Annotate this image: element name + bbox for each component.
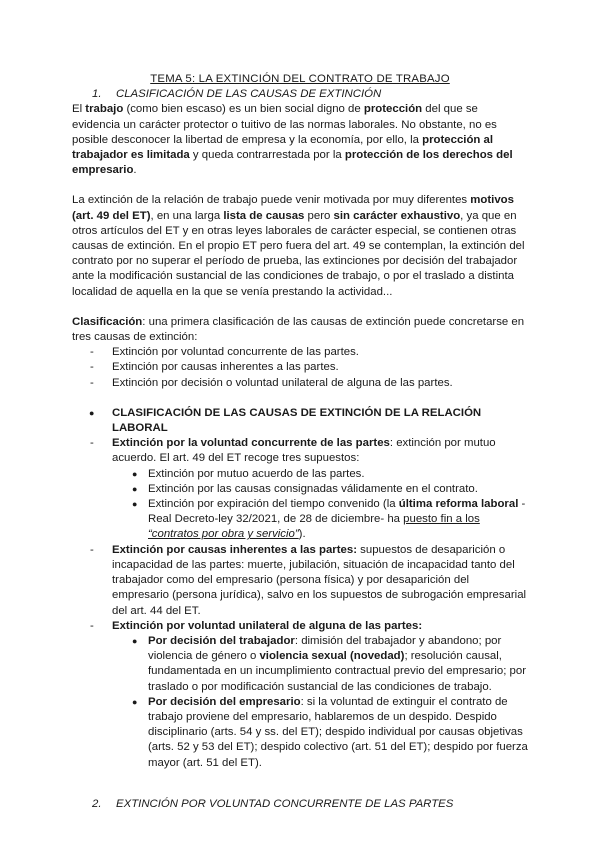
section-number: 2.: [92, 797, 102, 810]
text-run: del que se evidencia un carácter protector o tuitivo de las normas laborales. No obstante, no es posible desconocer la libertad de empresa y la economía, por ello, la: [72, 103, 497, 146]
text-run: supuestos de desaparición o incapacidad de las partes: muerte, jubilación, situación de incapacidad tanto del trabajador como del empresario (persona física) y por desaparición del empresario (persona jurídica), salvo en los supuestos de subrogación empresarial del art. 44 del ET.: [112, 543, 527, 617]
section-label: EXTINCIÓN POR VOLUNTAD CONCURRENTE DE LAS PARTES: [116, 797, 454, 810]
bold-run: Extinción por voluntad unilateral de alguna de las partes:: [112, 619, 423, 632]
bullet-item-employer: [72, 695, 528, 771]
causes-list: [72, 436, 528, 770]
bold-run: protección al trabajador es limitada: [72, 133, 494, 162]
text-run: (como bien escaso) es un bien social digno de: [123, 103, 364, 116]
bold-run: Por decisión del empresario: [148, 695, 301, 708]
bold-run: lista de causas: [223, 209, 305, 222]
bold-run: Extinción por causas inherentes a las partes:: [112, 543, 357, 556]
bold-run: Por decisión del trabajador: [148, 634, 295, 647]
bold-run: Clasificación: [72, 315, 143, 328]
list-item: - Extinción por voluntad concurrente de las partes.: [72, 345, 528, 360]
text-run: Extinción por expiración del tiempo convenido (la: [148, 498, 399, 511]
text-run: : una primera clasificación de las causas de extinción puede concretarse en tres causas de extinción:: [72, 315, 525, 344]
sub-bullets: [72, 634, 528, 771]
list-item-unilateral-will: [72, 619, 528, 771]
text-run: : si la voluntad de extinguir el contrato de trabajo proviene del empresario, hablaremos de un despido. Despido disciplinario (arts. 54 y ss. del ET); despido individual por causas objetivas (arts. 52 y 53 del ET); despido colectivo (art. 51 del ET); despido por fuerza mayor (art. 51 del ET).: [148, 695, 528, 769]
classification-list: [72, 345, 528, 391]
bold-run: protección: [363, 103, 423, 116]
list-item-inherent-causes: [72, 543, 528, 619]
text-run: , ya que en otros artículos del ET y en otras leyes laborales de carácter especial, se contienen otras causas de extinción. En el propio ET pero fuera del art. 49 se contemplan, la extinción del contrato por no superar el período de prueba, las extinciones por decisión del trabajador ante la modificación sustancial de las condiciones de trabajo, o por el traslado a distinta localidad de aquella en la que se venía prestando la actividad...: [72, 209, 525, 298]
text-run: .: [133, 164, 137, 177]
bold-run: violencia sexual (novedad): [259, 650, 405, 663]
text-run: El: [72, 103, 86, 116]
bold-run: motivos (art. 49 del ET): [72, 194, 514, 222]
section-heading-1: [72, 87, 528, 102]
section-number: 1.: [92, 88, 102, 101]
bullet-item: ● Extinción por las causas consignadas válidamente en el contrato.: [72, 482, 528, 497]
text-run: -Real Decreto-ley 32/2021, de 28 de diciembre- ha: [148, 498, 526, 526]
text-run: , en una larga: [150, 209, 224, 222]
text-run: ; resolución causal, fundamentada en un incumplimiento contractual previo del empresario; por traslado o por modificación sustancial de las condiciones de trabajo.: [148, 650, 527, 693]
spacer: [72, 300, 528, 315]
text-run: y queda contrarrestada por la: [189, 149, 345, 162]
bold-run: última reforma laboral: [398, 498, 519, 511]
paragraph-classification: [72, 315, 528, 345]
bullet-item: [72, 497, 528, 543]
sub-bullets: [72, 467, 528, 543]
text-run: La extinción de la relación de trabajo puede venir motivada por muy diferentes: [72, 194, 471, 207]
bullet-item-worker: [72, 634, 528, 695]
bold-run: Extinción por la voluntad concurrente de las partes: [112, 437, 390, 450]
underlined-italic-run: “contratos por obra y servicio”: [148, 528, 299, 541]
bold-run: sin carácter exhaustivo: [333, 209, 461, 222]
text-run: pero: [304, 209, 334, 222]
list-item-concurrent-will: [72, 436, 528, 542]
document-title: TEMA 5: LA EXTINCIÓN DEL CONTRATO DE TRABAJO: [150, 73, 450, 85]
section-label: CLASIFICACIÓN DE LAS CAUSAS DE EXTINCIÓN: [116, 88, 382, 101]
spacer: [72, 391, 528, 406]
paragraph-protection: [72, 102, 528, 178]
underlined-run: puesto fin a los: [403, 513, 480, 526]
text-run: : dimisión del trabajador y abandono; por violencia de género o: [148, 634, 502, 663]
section-heading-bullet: ● CLASIFICACIÓN DE LAS CAUSAS DE EXTINCIÓN DE LA RELACIÓN LABORAL: [72, 406, 528, 436]
spacer: [72, 178, 528, 193]
document-page: [72, 72, 528, 812]
bold-run: trabajo: [85, 103, 124, 116]
bold-run: protección de los derechos del empresario: [72, 149, 513, 177]
section-heading-2: [72, 797, 528, 812]
list-item: - Extinción por causas inherentes a las partes.: [72, 360, 528, 375]
text-run: : extinción por mutuo acuerdo. El art. 49 del ET recoge tres supuestos:: [112, 437, 496, 465]
bullet-item: ● Extinción por mutuo acuerdo de las partes.: [72, 467, 528, 482]
paragraph-motives: [72, 193, 528, 299]
text-run: ).: [298, 528, 306, 541]
list-item: - Extinción por decisión o voluntad unilateral de alguna de las partes.: [72, 376, 528, 391]
